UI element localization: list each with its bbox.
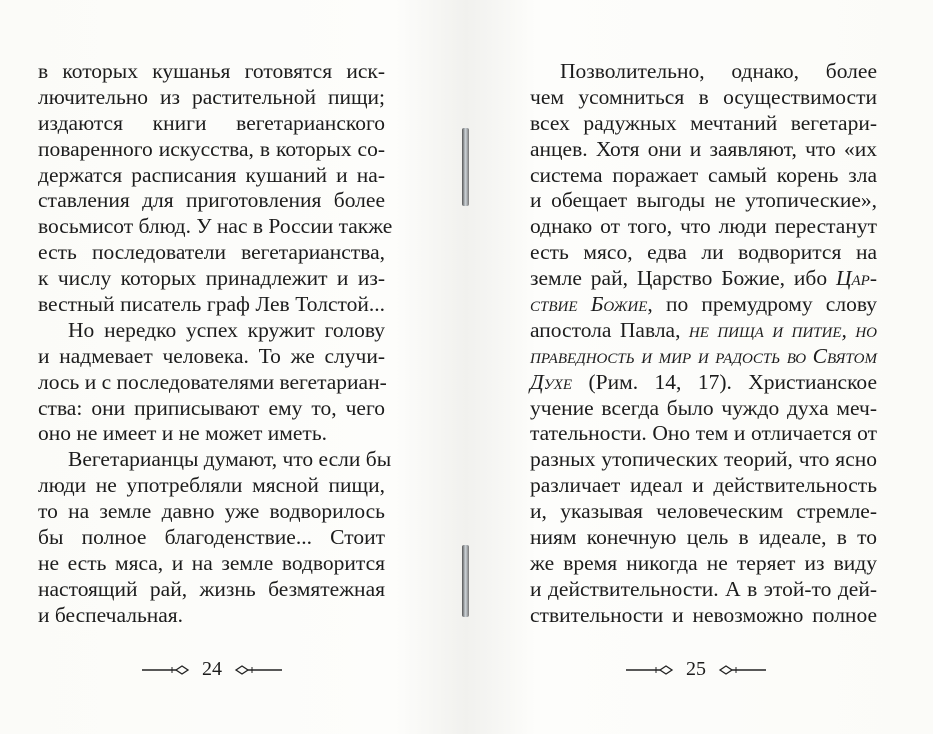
text-line: и обещает выгоды не утопические»,	[530, 188, 877, 213]
scripture-quote: Цар-	[835, 266, 877, 291]
text-line: же время никогда не теряет из виду	[530, 550, 877, 575]
text-line: и действительности. А в этой-то дей-	[530, 576, 877, 601]
text-line: система поражает самый корень зла	[530, 162, 877, 187]
text-line: ниям конечную цель в идеале, в то	[530, 525, 877, 550]
text-span: земле рай, Царство Божие, ибо	[530, 266, 836, 291]
text-line: вестный писатель граф Лев Толстой...	[38, 292, 385, 317]
page-number-footer	[606, 658, 786, 681]
right-page-text	[530, 59, 877, 629]
text-line: чем усомниться в осуществимости	[530, 84, 877, 109]
scripture-quote: не пища и питие, но	[688, 317, 877, 342]
page-number: 24	[202, 658, 222, 680]
text-line: поваренного искусства, в которых со-	[38, 136, 385, 161]
scripture-quote: Духе	[530, 369, 573, 394]
right-page	[466, 0, 933, 734]
text-line: однако от того, что люди перестанут	[530, 214, 877, 239]
text-line	[530, 266, 877, 292]
text-line: издаются книги вегетарианского	[38, 110, 385, 135]
text-line: разных утопических теорий, что ясно	[530, 447, 877, 472]
left-page	[0, 0, 466, 734]
text-line	[530, 318, 877, 344]
text-line: тательности. Оно тем и отличается от	[530, 421, 877, 446]
text-line: держатся расписания кушаний и на-	[38, 162, 385, 187]
ornament-left-icon	[142, 664, 192, 676]
text-line	[530, 344, 877, 370]
text-line: различает идеал и действительность	[530, 473, 877, 498]
text-line: Но нередко успех кружит голову	[68, 317, 385, 342]
text-line: ства: они приписывают ему то, чего	[38, 395, 385, 420]
text-line: ставления для приготовления более	[38, 188, 385, 213]
text-line: восьмисот блюд. У нас в России также	[38, 214, 393, 239]
page-number-footer	[122, 658, 302, 681]
text-line: и беспечальная.	[38, 602, 184, 627]
text-line	[530, 370, 877, 396]
text-line: люди не употребляли мясной пищи,	[38, 473, 385, 498]
text-span: (Рим. 14, 17). Христианское	[572, 369, 877, 394]
text-line: лось и с последователями вегетариан-	[38, 369, 387, 394]
text-line: то на земле давно уже водворилось	[38, 499, 385, 524]
text-line: не есть мяса, и на земле водворится	[38, 550, 385, 575]
text-span: , по премудрому слову	[647, 292, 877, 317]
text-line: учение всегда было чуждо духа меч-	[530, 395, 877, 420]
text-line: бы полное благоденствие... Стоит	[38, 525, 385, 550]
text-line: лючительно из растительной пищи;	[38, 84, 385, 109]
text-line: в которых кушанья готовятся иск-	[38, 59, 385, 83]
binding-staple	[462, 128, 469, 206]
scripture-quote: праведность и мир и радость во Святом	[530, 343, 877, 368]
text-line: и надмевает человека. То же случи-	[38, 343, 385, 368]
text-line: есть мясо, едва ли водворится на	[530, 240, 877, 265]
text-span: апостола Павла,	[530, 317, 689, 342]
text-line: ствительности и невозможно полное	[530, 602, 877, 627]
text-line: оно не имеет и не может иметь.	[38, 421, 328, 446]
text-line: анцев. Хотя они и заявляют, что «их	[530, 136, 877, 161]
scripture-quote: ствие Божие	[530, 292, 648, 317]
text-line: настоящий рай, жизнь безмятежная	[38, 576, 385, 601]
binding-staple	[462, 545, 469, 617]
ornament-right-icon	[716, 664, 766, 676]
ornament-left-icon	[626, 664, 676, 676]
text-line: всех радужных мечтаний вегетари-	[530, 110, 877, 135]
page-number: 25	[686, 658, 706, 680]
text-line: к числу которых принадлежит и из-	[38, 266, 385, 291]
text-line	[530, 292, 877, 318]
left-page-text	[38, 59, 393, 629]
ornament-right-icon	[232, 664, 282, 676]
text-line: Позволительно, однако, более	[560, 59, 877, 83]
text-line: и, указывая человеческим стремле-	[530, 499, 877, 524]
text-line: Вегетарианцы думают, что если бы	[68, 447, 392, 472]
text-line: есть последователи вегетарианства,	[38, 240, 385, 265]
